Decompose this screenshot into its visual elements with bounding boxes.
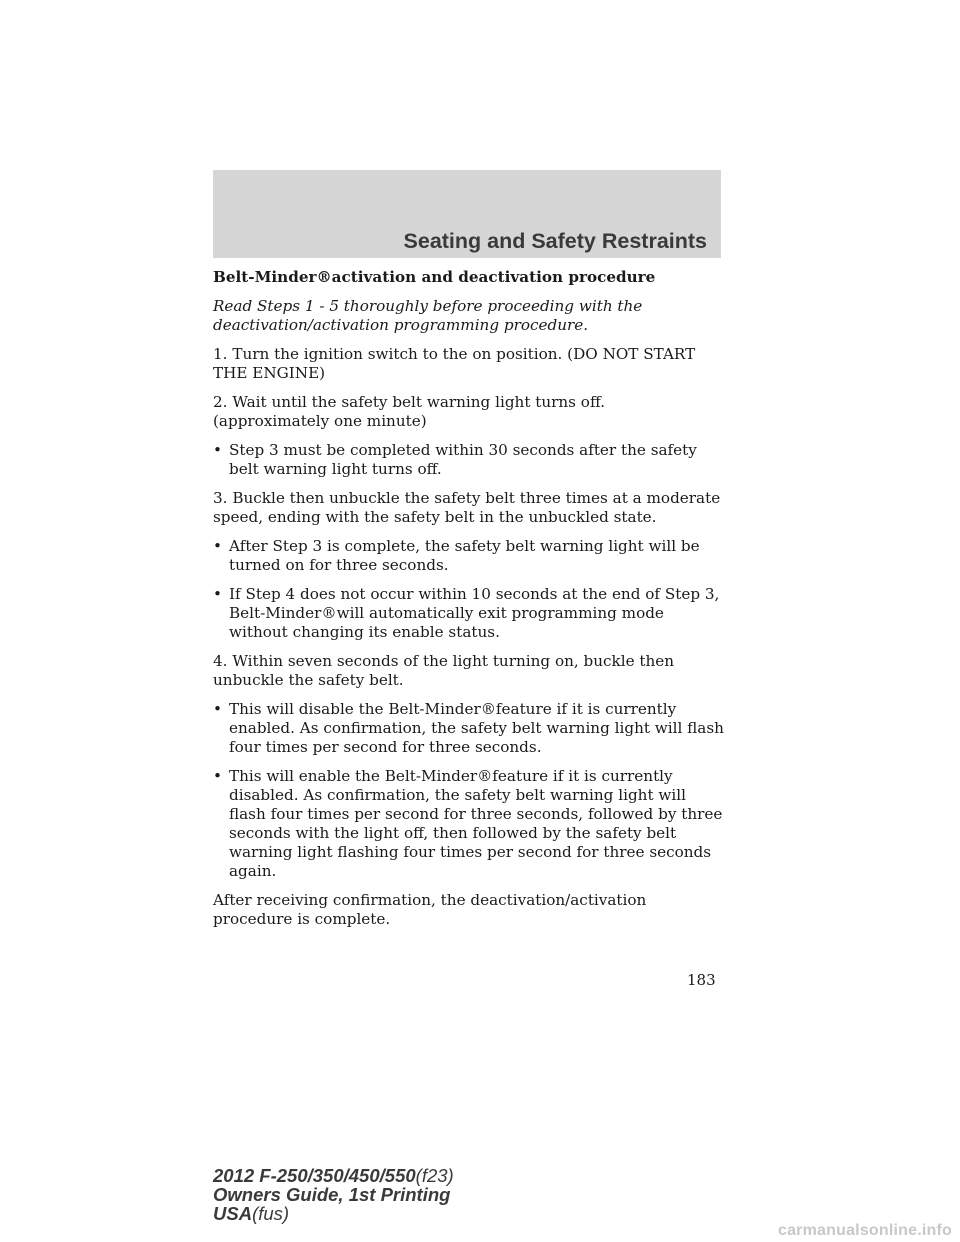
bullet-text: This will enable the Belt-Minder®feature if it is currently disabled. As confirmation, the safety belt warning light will flash four times per second for three seconds, followed by three seconds with the light off, then followed by the safety belt warning light flashing four times per second for three seconds again. xyxy=(229,767,723,880)
page-number: 183 xyxy=(687,971,716,989)
bullet-glyph: • xyxy=(213,441,222,459)
section-header-band xyxy=(213,170,721,258)
bullet-text: If Step 4 does not occur within 10 seconds at the end of Step 3, Belt-Minder®will automatically exit programming mode without changing its enable status. xyxy=(229,585,720,641)
section-title: Seating and Safety Restraints xyxy=(403,229,707,253)
closing-paragraph: After receiving confirmation, the deactivation/activation procedure is complete. xyxy=(213,891,647,928)
bullet-item xyxy=(213,585,725,642)
footer-line-model xyxy=(213,1166,454,1185)
bullet-glyph: • xyxy=(213,537,222,555)
procedure-heading: Belt-Minder®activation and deactivation procedure xyxy=(213,268,656,286)
bullet-text: After Step 3 is complete, the safety belt warning light will be turned on for three seconds. xyxy=(229,537,700,574)
bullet-text: This will disable the Belt-Minder®feature if it is currently enabled. As confirmation, the safety belt warning light will flash four times per second for three seconds. xyxy=(229,700,724,756)
footer-market: USA xyxy=(213,1203,253,1224)
footer-model-code: (f23) xyxy=(415,1165,454,1186)
bullet-glyph: • xyxy=(213,767,222,785)
footer-guide: Owners Guide, 1st Printing xyxy=(213,1184,451,1205)
bullet-item xyxy=(213,441,725,479)
footer-line-guide xyxy=(213,1185,454,1204)
page-body xyxy=(213,268,725,939)
footer-model: 2012 F-250/350/450/550 xyxy=(213,1165,416,1186)
intro-note: Read Steps 1 - 5 thoroughly before proceeding with the deactivation/activation programming procedure. xyxy=(213,297,643,334)
bullet-glyph: • xyxy=(213,700,222,718)
step-1: 1. Turn the ignition switch to the on position. (DO NOT START THE ENGINE) xyxy=(213,345,696,382)
step-2: 2. Wait until the safety belt warning light turns off. (approximately one minute) xyxy=(213,393,606,430)
site-watermark: carmanualsonline.info xyxy=(777,1222,952,1239)
footer-line-market xyxy=(213,1204,454,1223)
bullet-item xyxy=(213,767,725,881)
step-4: 4. Within seven seconds of the light turning on, buckle then unbuckle the safety belt. xyxy=(213,652,675,689)
document-footer xyxy=(213,1166,454,1223)
bullet-glyph: • xyxy=(213,585,222,603)
bullet-text: Step 3 must be completed within 30 seconds after the safety belt warning light turns off. xyxy=(229,441,697,478)
bullet-item xyxy=(213,700,725,757)
step-3: 3. Buckle then unbuckle the safety belt three times at a moderate speed, ending with the safety belt in the unbuckled state. xyxy=(213,489,721,526)
footer-market-code: (fus) xyxy=(252,1203,290,1224)
bullet-item xyxy=(213,537,725,575)
